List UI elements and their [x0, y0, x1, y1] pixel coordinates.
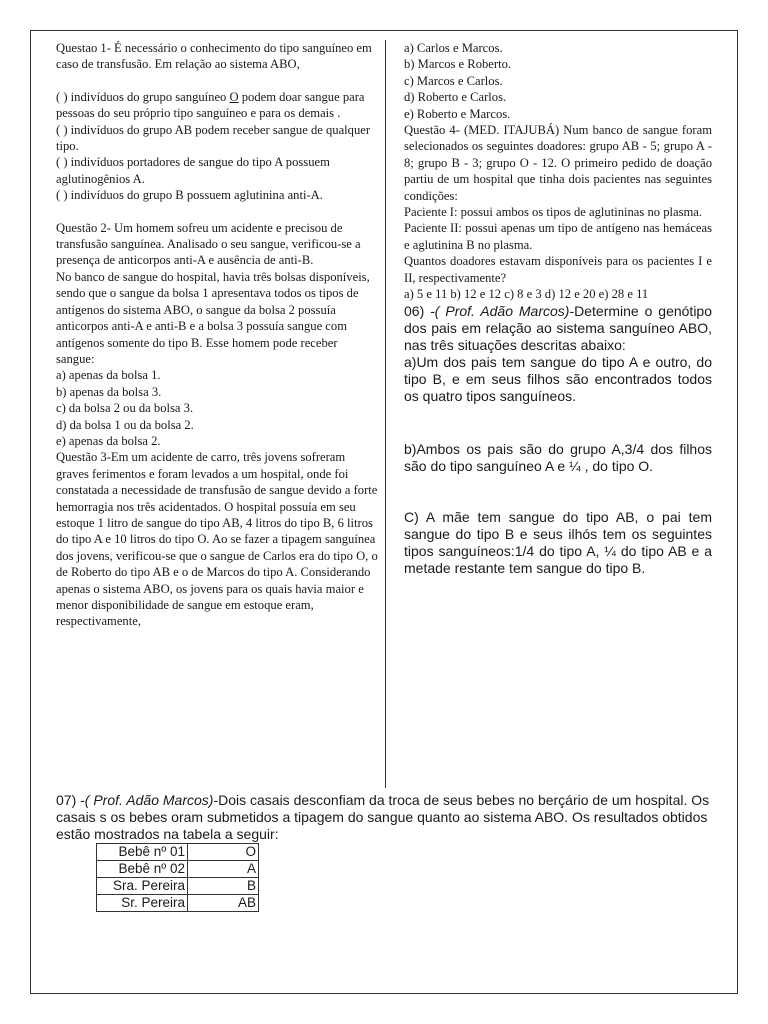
q3-option: a) Carlos e Marcos. [404, 41, 503, 55]
table-cell-type: AB [188, 895, 259, 912]
q2-option: e) apenas da bolsa 2. [56, 433, 161, 448]
table-cell-type: A [188, 861, 259, 878]
q1-item-2: ( ) indivíduos do grupo AB podem receber sangue de qualquer tipo. [56, 122, 371, 154]
blood-type-table [96, 843, 259, 912]
q1-item-4: ( ) indivíduos do grupo B possuem aglutinina anti-A. [56, 188, 323, 203]
table-cell-type: O [188, 844, 259, 861]
q3-text: Questão 3-Em um acidente de carro, três jovens sofreram graves ferimentos e foram levados a um hospital, onde foi constatada a necessidade de transfusão de sangue devido a forte hemorragia nos três acidentados. O hospital possuía em seu estoque 1 litro de sangue do tipo AB, 4 litros do tipo B, 6 litros do tipo A e 10 litros do tipo O. Ao se fazer a tipagem sanguínea dos jovens, verificou-se que o sangue de Carlos era do tipo O, o de Roberto do tipo AB e o de Marcos do tipo A. Considerando apenas o sistema ABO, os jovens para os quais havia maior e menor disponibilidade de sangue em estoque eram, respectivamente, [56, 450, 378, 629]
q3-option: e) Roberto e Marcos. [404, 106, 511, 121]
q1-item-3: ( ) indivíduos portadores de sangue do tipo A possuem aglutinogênios A. [56, 155, 330, 186]
table-row [97, 844, 259, 861]
q1-intro: Questao 1- É necessário o conhecimento do tipo sanguíneo em caso de transfusão. Em relação ao sistema ABO, [56, 41, 372, 72]
table-row [97, 878, 259, 895]
q1-item-1: ( ) indivíduos do grupo sanguíneo O podem doar sangue para pessoas do seu próprio tipo sanguíneo e para os demais . [56, 89, 365, 121]
right-column [404, 40, 712, 577]
q6-item-c: C) A mãe tem sangue do tipo AB, o pai tem sangue do tipo B e seus ilhós tem os seguintes tipos sanguíneos:1/4 do tipo A, ¼ do tipo AB e a metade restante tem sangue do tipo B. [404, 508, 712, 576]
q4-patient-1: Paciente I: possui ambos os tipos de aglutininas no plasma. [404, 205, 703, 220]
left-column [56, 40, 378, 630]
q7-section [56, 792, 716, 912]
table-cell-label: Bebê nº 01 [97, 844, 188, 861]
q7-text: 07) -( Prof. Adão Marcos)-Dois casais desconfiam da troca de seus bebes no berçário de um hospital. Os casais s os bebes oram submetidos a tipagem do sangue quanto ao sistema ABO. Os resultados obtidos estão mostrados na tabela a seguir: [56, 792, 710, 842]
q6-item-a: a)Um dos pais tem sangue do tipo A e outro, do tipo B, e em seus filhos são encontrados todos os quatro tipos sanguíneos. [404, 353, 712, 404]
table-cell-type: B [188, 878, 259, 895]
q2-option: c) da bolsa 2 ou da bolsa 3. [56, 401, 194, 416]
q6-intro: 06) -( Prof. Adão Marcos)-Determine o genótipo dos pais em relação ao sistema sanguíneo ABO, nas três situações descritas abaixo: [404, 302, 713, 353]
q4-options: a) 5 e 11 b) 12 e 12 c) 8 e 3 d) 12 e 20 e) 28 e 11 [404, 287, 649, 302]
column-divider [385, 40, 386, 788]
q2-option: d) da bolsa 1 ou da bolsa 2. [56, 417, 194, 432]
q2-option: b) apenas da bolsa 3. [56, 384, 162, 399]
q3-option: d) Roberto e Carlos. [404, 90, 507, 105]
table-cell-label: Sr. Pereira [97, 895, 188, 912]
q2-option: a) apenas da bolsa 1. [56, 368, 161, 383]
table-row [97, 895, 259, 912]
q4-question: Quantos doadores estavam disponíveis para os pacientes I e II, respectivamente? [404, 254, 712, 285]
table-cell-label: Bebê nº 02 [97, 861, 188, 878]
q2-intro: Questão 2- Um homem sofreu um acidente e precisou de transfusão sanguínea. Analisado o seu sangue, verificou-se a presença de anticorpos anti-A e ausência de anti-B. [56, 220, 361, 268]
q3-option: c) Marcos e Carlos. [404, 73, 503, 88]
q3-option: b) Marcos e Roberto. [404, 57, 512, 72]
q4-patient-2: Paciente II: possui apenas um tipo de antígeno nas hemáceas e aglutinina B no plasma. [404, 221, 712, 252]
q2-body: No banco de sangue do hospital, havia três bolsas disponíveis, sendo que o sangue da bolsa 1 apresentava todos os tipos de antígenos do sistema ABO, o sangue da bolsa 2 possuía anticorpos anti-A e anti-B e a bolsa 3 possuía sangue com antígenos somente do tipo B. Esse homem pode receber sangue: [56, 269, 370, 366]
q4-intro: Questão 4- (MED. ITAJUBÁ) Num banco de sangue foram selecionados os seguintes doadores: grupo AB - 5; grupo A - 8; grupo B - 3; grupo O - 12. O primeiro pedido de doação partiu de um hospital que tinha dois pacientes nas seguintes condições: [404, 123, 712, 203]
table-cell-label: Sra. Pereira [97, 878, 188, 895]
table-row [97, 861, 259, 878]
q6-item-b: b)Ambos os pais são do grupo A,3/4 dos filhos são do tipo sanguíneo A e ¼ , do tipo O. [404, 440, 712, 474]
